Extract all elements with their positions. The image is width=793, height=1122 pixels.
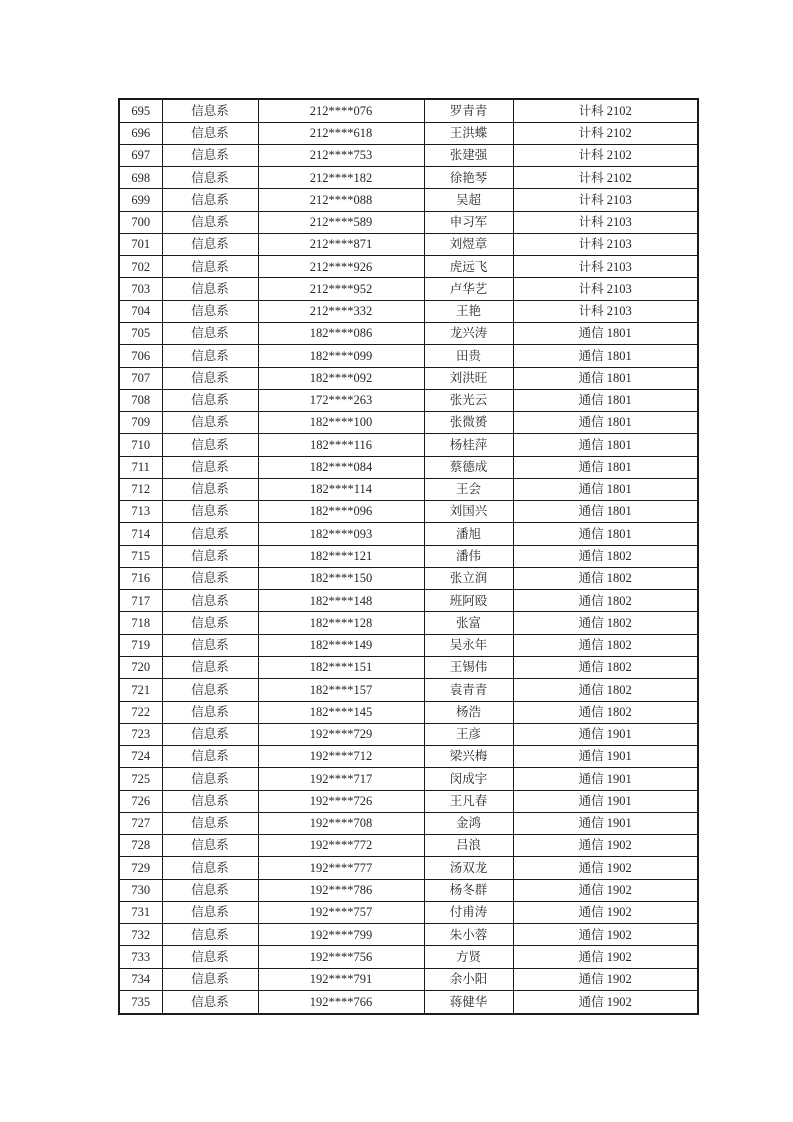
department-cell: 信息系 [162,345,258,367]
class-cell: 计科 2103 [513,300,698,322]
department-cell: 信息系 [162,211,258,233]
row-number-cell: 715 [119,545,162,567]
class-cell: 通信 1801 [513,523,698,545]
department-cell: 信息系 [162,233,258,255]
name-cell: 龙兴涛 [424,322,513,344]
class-cell: 通信 1801 [513,322,698,344]
student-id-cell: 192****799 [258,924,424,946]
table-row [119,634,698,656]
department-cell: 信息系 [162,278,258,300]
department-cell: 信息系 [162,857,258,879]
department-cell: 信息系 [162,189,258,211]
department-cell: 信息系 [162,790,258,812]
class-cell: 计科 2103 [513,233,698,255]
department-cell: 信息系 [162,300,258,322]
student-id-cell: 192****777 [258,857,424,879]
student-id-cell: 212****332 [258,300,424,322]
row-number-cell: 734 [119,968,162,990]
name-cell: 杨桂萍 [424,434,513,456]
name-cell: 王艳 [424,300,513,322]
class-cell: 通信 1902 [513,901,698,923]
name-cell: 田贵 [424,345,513,367]
student-id-cell: 182****128 [258,612,424,634]
row-number-cell: 699 [119,189,162,211]
table-row [119,434,698,456]
row-number-cell: 714 [119,523,162,545]
class-cell: 通信 1801 [513,456,698,478]
table-row [119,857,698,879]
department-cell: 信息系 [162,412,258,434]
name-cell: 方贤 [424,946,513,968]
department-cell: 信息系 [162,590,258,612]
table-row [119,345,698,367]
class-cell: 通信 1802 [513,656,698,678]
name-cell: 蒋健华 [424,990,513,1014]
name-cell: 王会 [424,478,513,500]
name-cell: 申习军 [424,211,513,233]
table-row [119,367,698,389]
department-cell: 信息系 [162,701,258,723]
student-id-cell: 192****708 [258,812,424,834]
student-id-cell: 212****952 [258,278,424,300]
student-id-cell: 192****766 [258,990,424,1014]
row-number-cell: 711 [119,456,162,478]
table-row [119,412,698,434]
student-id-cell: 192****757 [258,901,424,923]
table-row [119,478,698,500]
class-cell: 通信 1901 [513,723,698,745]
student-id-cell: 212****076 [258,99,424,122]
table-row [119,901,698,923]
row-number-cell: 723 [119,723,162,745]
table-row [119,879,698,901]
name-cell: 汤双龙 [424,857,513,879]
class-cell: 通信 1902 [513,924,698,946]
name-cell: 王洪蝶 [424,122,513,144]
department-cell: 信息系 [162,434,258,456]
student-id-cell: 192****786 [258,879,424,901]
row-number-cell: 720 [119,656,162,678]
row-number-cell: 695 [119,99,162,122]
row-number-cell: 704 [119,300,162,322]
name-cell: 闵成宇 [424,768,513,790]
student-id-cell: 192****712 [258,746,424,768]
table-row [119,545,698,567]
table-row [119,167,698,189]
row-number-cell: 708 [119,389,162,411]
table-row [119,144,698,166]
row-number-cell: 709 [119,412,162,434]
name-cell: 蔡德成 [424,456,513,478]
table-row [119,746,698,768]
name-cell: 王凡春 [424,790,513,812]
row-number-cell: 713 [119,501,162,523]
department-cell: 信息系 [162,99,258,122]
name-cell: 刘国兴 [424,501,513,523]
row-number-cell: 730 [119,879,162,901]
table-row [119,679,698,701]
table-row [119,389,698,411]
row-number-cell: 726 [119,790,162,812]
row-number-cell: 706 [119,345,162,367]
student-id-cell: 212****926 [258,256,424,278]
class-cell: 计科 2103 [513,211,698,233]
class-cell: 计科 2103 [513,189,698,211]
name-cell: 杨浩 [424,701,513,723]
row-number-cell: 712 [119,478,162,500]
student-id-cell: 192****756 [258,946,424,968]
class-cell: 通信 1902 [513,990,698,1014]
department-cell: 信息系 [162,634,258,656]
name-cell: 余小阳 [424,968,513,990]
department-cell: 信息系 [162,567,258,589]
row-number-cell: 696 [119,122,162,144]
department-cell: 信息系 [162,322,258,344]
department-cell: 信息系 [162,122,258,144]
row-number-cell: 722 [119,701,162,723]
name-cell: 虎远飞 [424,256,513,278]
class-cell: 通信 1801 [513,412,698,434]
class-cell: 通信 1802 [513,679,698,701]
table-row [119,968,698,990]
student-id-cell: 182****092 [258,367,424,389]
class-cell: 计科 2102 [513,99,698,122]
class-cell: 计科 2103 [513,256,698,278]
department-cell: 信息系 [162,968,258,990]
student-id-cell: 182****150 [258,567,424,589]
name-cell: 张立润 [424,567,513,589]
class-cell: 通信 1802 [513,567,698,589]
row-number-cell: 728 [119,835,162,857]
class-cell: 通信 1801 [513,389,698,411]
name-cell: 张光云 [424,389,513,411]
row-number-cell: 710 [119,434,162,456]
class-cell: 通信 1801 [513,367,698,389]
department-cell: 信息系 [162,523,258,545]
student-id-cell: 212****589 [258,211,424,233]
student-id-cell: 182****086 [258,322,424,344]
name-cell: 朱小蓉 [424,924,513,946]
table-row [119,924,698,946]
class-cell: 通信 1902 [513,857,698,879]
table-row [119,211,698,233]
class-cell: 通信 1801 [513,501,698,523]
name-cell: 吴超 [424,189,513,211]
row-number-cell: 729 [119,857,162,879]
name-cell: 张建强 [424,144,513,166]
table-row [119,256,698,278]
student-id-cell: 192****772 [258,835,424,857]
department-cell: 信息系 [162,946,258,968]
student-id-cell: 212****871 [258,233,424,255]
row-number-cell: 717 [119,590,162,612]
class-cell: 计科 2102 [513,144,698,166]
student-id-cell: 212****088 [258,189,424,211]
table-row [119,612,698,634]
class-cell: 计科 2102 [513,122,698,144]
table-row [119,812,698,834]
table-row [119,590,698,612]
department-cell: 信息系 [162,835,258,857]
class-cell: 通信 1802 [513,545,698,567]
name-cell: 梁兴梅 [424,746,513,768]
table-row [119,300,698,322]
row-number-cell: 703 [119,278,162,300]
row-number-cell: 725 [119,768,162,790]
class-cell: 通信 1901 [513,768,698,790]
department-cell: 信息系 [162,990,258,1014]
row-number-cell: 702 [119,256,162,278]
row-number-cell: 698 [119,167,162,189]
student-id-cell: 182****145 [258,701,424,723]
name-cell: 徐艳琴 [424,167,513,189]
class-cell: 通信 1901 [513,746,698,768]
student-id-cell: 212****753 [258,144,424,166]
department-cell: 信息系 [162,256,258,278]
table-row [119,278,698,300]
department-cell: 信息系 [162,612,258,634]
name-cell: 卢华艺 [424,278,513,300]
student-id-cell: 172****263 [258,389,424,411]
department-cell: 信息系 [162,879,258,901]
student-id-cell: 182****093 [258,523,424,545]
class-cell: 计科 2103 [513,278,698,300]
class-cell: 通信 1901 [513,812,698,834]
class-cell: 通信 1802 [513,634,698,656]
student-id-cell: 182****148 [258,590,424,612]
class-cell: 通信 1802 [513,590,698,612]
row-number-cell: 701 [119,233,162,255]
department-cell: 信息系 [162,656,258,678]
table-row [119,723,698,745]
name-cell: 王锡伟 [424,656,513,678]
row-number-cell: 732 [119,924,162,946]
name-cell: 吕浪 [424,835,513,857]
name-cell: 付甫涛 [424,901,513,923]
department-cell: 信息系 [162,367,258,389]
row-number-cell: 707 [119,367,162,389]
table-row [119,233,698,255]
class-cell: 通信 1801 [513,478,698,500]
department-cell: 信息系 [162,768,258,790]
student-id-cell: 212****182 [258,167,424,189]
student-id-cell: 182****157 [258,679,424,701]
row-number-cell: 719 [119,634,162,656]
row-number-cell: 733 [119,946,162,968]
row-number-cell: 724 [119,746,162,768]
name-cell: 吴永年 [424,634,513,656]
department-cell: 信息系 [162,456,258,478]
student-id-cell: 192****791 [258,968,424,990]
student-list-table [118,98,699,1015]
name-cell: 张富 [424,612,513,634]
row-number-cell: 727 [119,812,162,834]
student-id-cell: 192****729 [258,723,424,745]
class-cell: 计科 2102 [513,167,698,189]
student-list-body [119,99,698,1014]
student-id-cell: 192****726 [258,790,424,812]
department-cell: 信息系 [162,144,258,166]
department-cell: 信息系 [162,478,258,500]
table-row [119,656,698,678]
row-number-cell: 721 [119,679,162,701]
table-row [119,701,698,723]
row-number-cell: 705 [119,322,162,344]
class-cell: 通信 1802 [513,612,698,634]
row-number-cell: 718 [119,612,162,634]
department-cell: 信息系 [162,679,258,701]
class-cell: 通信 1801 [513,345,698,367]
name-cell: 罗青青 [424,99,513,122]
student-id-cell: 192****717 [258,768,424,790]
name-cell: 杨冬群 [424,879,513,901]
table-row [119,523,698,545]
class-cell: 通信 1902 [513,879,698,901]
name-cell: 刘洪旺 [424,367,513,389]
name-cell: 金鸿 [424,812,513,834]
student-id-cell: 182****096 [258,501,424,523]
class-cell: 通信 1902 [513,835,698,857]
class-cell: 通信 1801 [513,434,698,456]
department-cell: 信息系 [162,901,258,923]
name-cell: 王彦 [424,723,513,745]
row-number-cell: 716 [119,567,162,589]
department-cell: 信息系 [162,924,258,946]
table-row [119,189,698,211]
table-row [119,946,698,968]
table-row [119,456,698,478]
row-number-cell: 700 [119,211,162,233]
student-id-cell: 182****121 [258,545,424,567]
table-row [119,567,698,589]
name-cell: 刘煜章 [424,233,513,255]
table-row [119,322,698,344]
row-number-cell: 735 [119,990,162,1014]
department-cell: 信息系 [162,723,258,745]
department-cell: 信息系 [162,812,258,834]
table-row [119,835,698,857]
table-row [119,990,698,1014]
table-row [119,768,698,790]
student-id-cell: 182****114 [258,478,424,500]
student-id-cell: 182****100 [258,412,424,434]
table-row [119,122,698,144]
student-id-cell: 182****151 [258,656,424,678]
name-cell: 张微赟 [424,412,513,434]
student-id-cell: 182****116 [258,434,424,456]
row-number-cell: 731 [119,901,162,923]
row-number-cell: 697 [119,144,162,166]
table-row [119,501,698,523]
name-cell: 潘旭 [424,523,513,545]
department-cell: 信息系 [162,389,258,411]
student-id-cell: 212****618 [258,122,424,144]
class-cell: 通信 1802 [513,701,698,723]
student-id-cell: 182****084 [258,456,424,478]
name-cell: 袁青青 [424,679,513,701]
class-cell: 通信 1902 [513,946,698,968]
class-cell: 通信 1901 [513,790,698,812]
class-cell: 通信 1902 [513,968,698,990]
name-cell: 班阿殴 [424,590,513,612]
table-row [119,790,698,812]
department-cell: 信息系 [162,501,258,523]
student-id-cell: 182****149 [258,634,424,656]
table-row [119,99,698,122]
department-cell: 信息系 [162,545,258,567]
department-cell: 信息系 [162,167,258,189]
department-cell: 信息系 [162,746,258,768]
student-id-cell: 182****099 [258,345,424,367]
name-cell: 潘伟 [424,545,513,567]
